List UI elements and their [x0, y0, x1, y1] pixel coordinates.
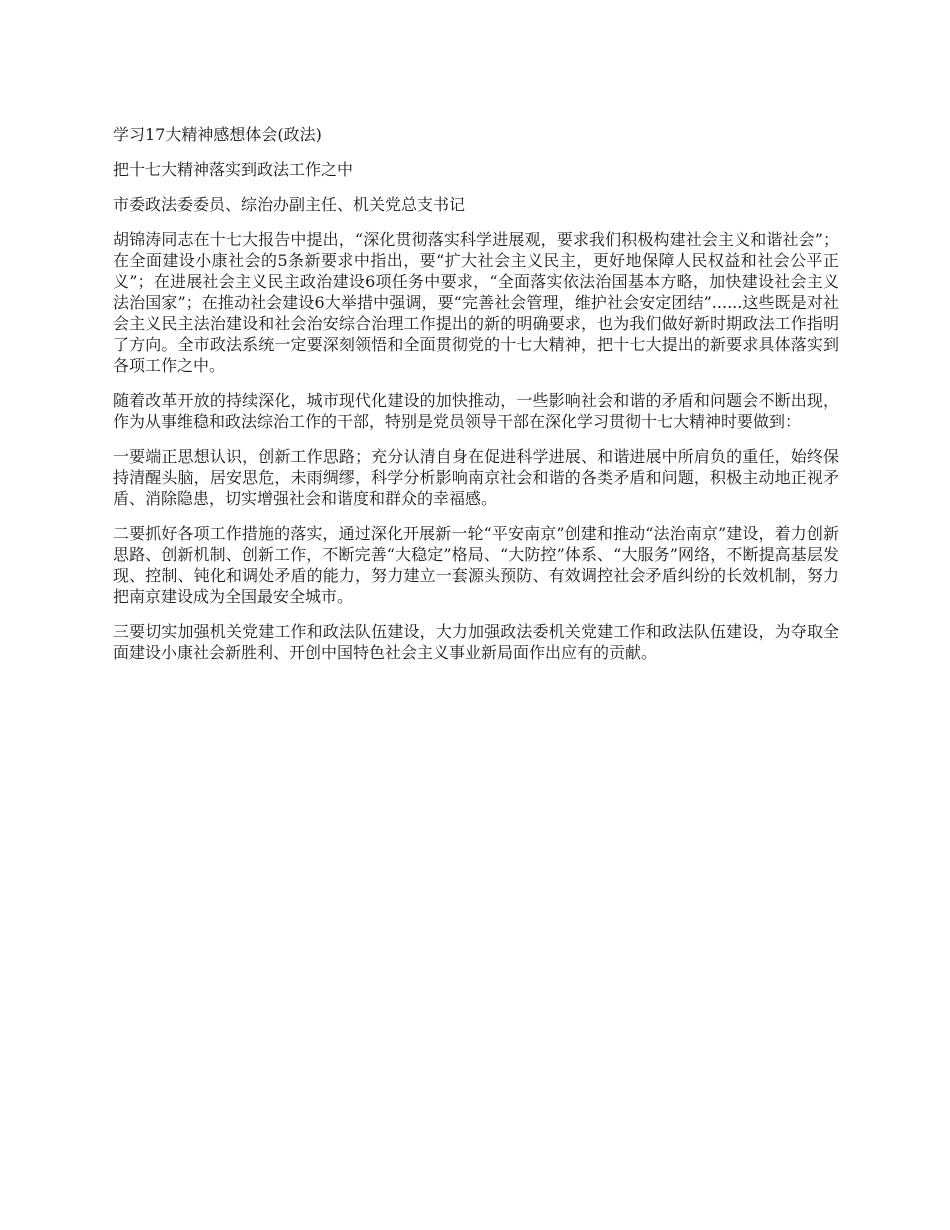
body-paragraph-3: 一要端正思想认识，创新工作思路；充分认清自身在促进科学进展、和谐进展中所肩负的重任，始终保持清醒头脑，居安思危，未雨绸缪，科学分析影响南京社会和谐的各类矛盾和问题，积极主动地正视矛盾、消除隐患，切实增强社会和谐度和群众的幸福感。 [113, 447, 839, 508]
body-paragraph-1: 胡锦涛同志在十七大报告中提出，“深化贯彻落实科学进展观，要求我们积极构建社会主义和谐社会”；在全面建设小康社会的5条新要求中指出，要“扩大社会主义民主，更好地保障人民权益和社会公平正义”；在进展社会主义民主政治建设6项任务中要求，“全面落实依法治国基本方略，加快建设社会主义法治国家”；在推动社会建设6大举措中强调，要“完善社会管理，维护社会安定团结”......这些既是对社会主义民主法治建设和社会治安综合治理工作提出的新的明确要求，也为我们做好新时期政法工作指明了方向。全市政法系统一定要深刻领悟和全面贯彻党的十七大精神，把十七大提出的新要求具体落实到各项工作之中。 [113, 230, 839, 375]
author-line: 市委政法委委员、综治办副主任、机关党总支书记 [113, 195, 466, 214]
document-title: 学习17大精神感想体会(政法) [113, 125, 322, 144]
body-paragraph-2: 随着改革开放的持续深化，城市现代化建设的加快推动，一些影响社会和谐的矛盾和问题会不断出现，作为从事维稳和政法综治工作的干部，特别是党员领导干部在深化学习贯彻十七大精神时要做到： [113, 391, 839, 431]
document-subtitle: 把十七大精神落实到政法工作之中 [113, 160, 354, 179]
body-paragraph-5: 三要切实加强机关党建工作和政法队伍建设，大力加强政法委机关党建工作和政法队伍建设，为夺取全面建设小康社会新胜利、开创中国特色社会主义事业新局面作出应有的贡献。 [113, 622, 839, 662]
document-page [113, 124, 839, 677]
body-paragraph-4: 二要抓好各项工作措施的落实，通过深化开展新一轮“平安南京”创建和推动“法治南京”建设，着力创新思路、创新机制、创新工作，不断完善“大稳定”格局、“大防控”体系、“大服务”网络，不断提高基层发现、控制、钝化和调处矛盾的能力，努力建立一套源头预防、有效调控社会矛盾纠纷的长效机制，努力把南京建设成为全国最安全城市。 [113, 524, 839, 606]
